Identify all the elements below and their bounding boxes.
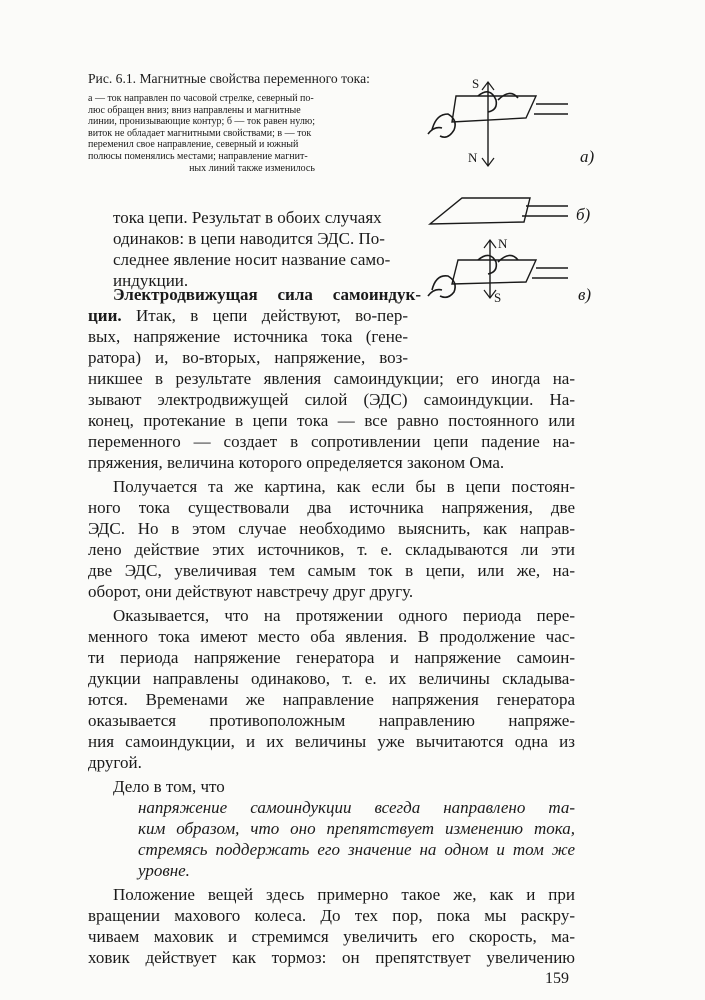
text-line: одинаков: в цепи наводится ЭДС. По- — [113, 229, 385, 248]
text-line: следнее явление носит название само- — [113, 250, 391, 269]
caption-line: а — ток направлен по часовой стрелке, северный по- — [88, 93, 314, 104]
text-line: другой. — [88, 753, 142, 772]
text-line: ховик действует как тормоз: он препятствует увеличению — [88, 948, 575, 967]
caption-line: линии, пронизывающие контур; б — ток равен нулю; — [88, 116, 316, 128]
text-line: ются. Временами же направление напряжения генератора — [88, 690, 575, 709]
section-heading-text: Электродвижущая сила самоиндук- — [113, 285, 421, 304]
text-line: никшее в результате явления самоиндукции; его иногда на- — [88, 369, 575, 388]
text-line: тока цепи. Результат в обоих случаях — [113, 208, 382, 227]
text-line: вых, напряжение источника тока (гене- — [88, 327, 408, 346]
text-line: конец, протекание в цепи тока — все равно постоянного или — [88, 411, 575, 430]
loop-a — [428, 82, 568, 166]
text-line: ЭДС. Но в этом случае необходимо выяснить, как направ- — [88, 519, 575, 538]
quote-line: стремясь поддержать его значение на одном и том же — [138, 840, 575, 859]
subfigure-label: в) — [578, 285, 592, 304]
text-line: ти периода напряжение генератора и напряжение самоин- — [88, 648, 575, 667]
quote-line: напряжение самоиндукции всегда направлено та- — [138, 798, 575, 817]
text-line: дукции направлены одинаково, т. е. их величины складыва- — [88, 669, 575, 688]
text-span: Итак, в цепи действуют, во-пер- — [135, 306, 408, 325]
text-line: вращении махового колеса. До тех пор, пока мы раскру- — [88, 906, 575, 925]
caption-line: виток не обладает магнитными свойствами; в — ток — [88, 127, 312, 139]
pole-label: S — [494, 290, 502, 305]
quote-line: уровне. — [138, 861, 190, 880]
loop-b — [430, 198, 568, 224]
text-line: переменного — создает в сопротивлении цепи падение на- — [88, 432, 575, 451]
text-line: две ЭДС, увеличивая тем самым ток в цепи, или же, на- — [88, 561, 575, 580]
pole-label: N — [498, 236, 508, 251]
caption-title: Рис. 6.1. Магнитные свойства переменного тока: — [88, 71, 370, 86]
text-line: Положение вещей здесь примерно такое же, как и при — [113, 885, 575, 904]
text-line: ратора) и, во-вторых, напряжение, воз- — [88, 348, 408, 367]
pole-label: S — [472, 76, 480, 91]
text-line: лено действие этих источников, т. е. складываются ли эти — [88, 540, 575, 559]
text-line: Получается та же картина, как если бы в цепи постоян- — [113, 477, 575, 496]
text-line: ния самоиндукции, и их величины уже вычитаются одна из — [88, 732, 575, 751]
text-line — [88, 305, 408, 327]
text-line: зывают электродвижущей силой (ЭДС) самоиндукции. На- — [88, 390, 575, 409]
section-heading-text: ции. — [88, 306, 122, 325]
quote-line: ким образом, что оно препятствует изменению тока, — [138, 819, 575, 838]
text-line: индукции. — [113, 271, 189, 290]
caption-line: полюсы поменялись местами; направление магнит- — [88, 150, 308, 162]
caption-line: ных линий также изменилось — [189, 162, 315, 174]
text-line: оборот, они действуют навстречу друг другу. — [88, 582, 414, 601]
narrow-paragraph — [113, 207, 408, 291]
section-heading — [113, 284, 421, 306]
page-number: 159 — [545, 970, 569, 987]
caption-line: переменил свое направление, северный и южный — [88, 139, 299, 151]
pole-label: N — [468, 150, 478, 165]
text-line: ного тока существовали два источника напряжения, две — [88, 498, 575, 517]
text-line: оказывается противоположным направлению напряже- — [88, 711, 575, 730]
caption-line: люс обращен вниз; вниз направлены и магнитные — [88, 104, 301, 116]
text-line: Дело в том, что — [113, 777, 225, 796]
text-line: пряжения, величина которого определяется законом Ома. — [88, 453, 505, 472]
text-line: чиваем маховик и стремимся увеличить его скорость, ма- — [88, 927, 575, 946]
subfigure-label: б) — [576, 205, 591, 224]
text-line: менного тока имеют место оба явления. В продолжение час- — [88, 627, 575, 646]
figure-caption — [88, 70, 416, 174]
text-line: Оказывается, что на протяжении одного периода пере- — [113, 606, 575, 625]
subfigure-label: а) — [580, 147, 595, 166]
magnetic-loop-figure — [418, 70, 618, 310]
